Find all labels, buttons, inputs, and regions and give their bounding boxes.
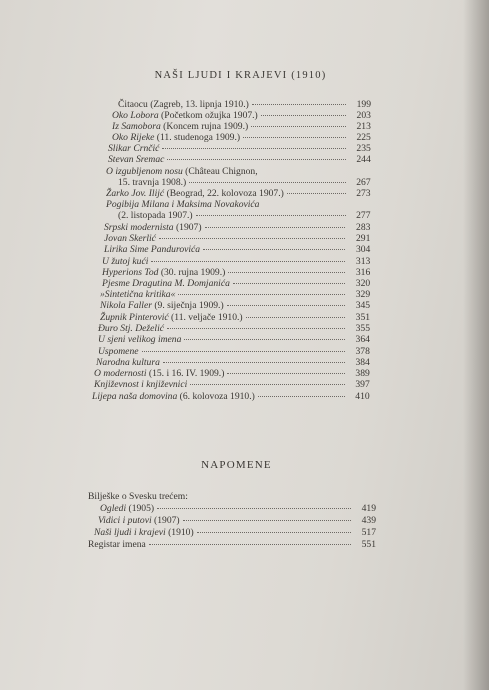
toc-entry-page: 225 [356,132,371,143]
dot-leader [167,159,345,160]
toc-entry [98,334,370,345]
notes-entry [98,515,376,526]
toc-entry-title: U žutoj kući [102,256,149,267]
toc-entry [106,188,371,199]
toc-entry-title: Pjesme Dragutina M. Domjanića [102,278,230,289]
toc-entry-page: 389 [355,368,370,379]
toc-entry-page: 267 [356,177,371,188]
toc-entry-title: Žarko Jov. Ilijć (Beograd, 22. kolovoza 1907.) [106,188,284,199]
toc-entry-page: 320 [355,278,371,289]
toc-entry-title: Narodna kultura [96,357,160,368]
toc-entry-page: 213 [356,121,371,132]
toc-entry-title: Oko Rijeke (11. studenoga 1909.) [112,132,241,143]
toc-entry [108,154,371,165]
toc-entry-title: Lijepa naša domovina (6. kolovoza 1910.) [92,391,255,402]
toc-entry-page: 345 [355,300,371,311]
toc-entry-page: 235 [356,143,371,154]
toc-entry-title: 15. travnja 1908.) [118,177,187,188]
dot-leader [162,148,345,149]
dot-leader [227,305,345,306]
toc-entry [102,267,370,278]
dot-leader [258,396,345,397]
notes-entry-title: Naši ljudi i krajevi (1910) [94,527,194,538]
notes-entry [94,527,376,538]
toc-entry [102,278,370,289]
toc-entry [100,312,370,323]
toc-entry [100,300,370,311]
dot-leader [233,283,345,284]
toc-entry-title: Župnik Pinterović (11. veljače 1910.) [100,312,243,323]
dot-leader [252,104,346,105]
toc-entry-title: Đuro Stj. Deželić [98,323,164,334]
dot-leader [189,182,345,183]
toc-entry-page: 283 [356,222,371,233]
toc-entry-title: O modernosti (15. i 16. IV. 1909.) [94,368,225,379]
notes-entry-title: Ogledi (1905) [100,503,155,514]
notes-entry-title: Vidici i putovi (1907) [98,515,180,526]
toc-entry-page: 378 [355,346,370,357]
toc-entry-title: Oko Lobora (Početkom ožujka 1907.) [112,110,258,121]
toc-entry-title: Uspomene [98,346,139,357]
dot-leader [151,261,345,262]
dot-leader [227,373,344,374]
toc-entry-title: Stevan Sremac [108,154,165,165]
toc-entry-title: Lirika Sime Pandurovića [104,244,201,255]
dot-leader [246,317,345,318]
toc-entry [96,357,370,368]
dot-leader [203,249,345,250]
dot-leader [157,508,351,509]
section-heading-napomene: NAPOMENE [201,459,272,471]
toc-entry [118,99,371,110]
toc-entry-page: 355 [355,323,370,334]
page-shadow [463,0,489,690]
dot-leader [251,126,346,127]
toc-entry [92,391,370,402]
toc-entry-title: Pogibija Milana i Maksima Novakovića [106,199,260,210]
dot-leader [178,294,345,295]
toc-entry [94,368,370,379]
toc-entry-page: 244 [356,154,371,165]
dot-leader [228,272,345,273]
toc-entry-title: (2. listopada 1907.) [118,210,193,221]
toc-entry-page: 384 [355,357,370,368]
dot-leader [243,137,346,138]
toc-entry [104,233,370,244]
dot-leader [183,520,351,521]
toc-entry-title: U sjeni velikog imena [98,334,182,345]
notes-entry-page: 419 [361,503,376,514]
toc-entry-title: O izgubljenom nosu (Château Chignon, [106,166,258,177]
toc-entry [98,323,370,334]
dot-leader [261,115,346,116]
toc-entry-title: »Sintetična kritika« [100,289,176,300]
toc-entry-page: 277 [356,210,371,221]
dot-leader [142,351,345,352]
toc-entry [98,346,370,357]
toc-entry-page: 291 [356,233,371,244]
toc-entry [118,177,371,188]
dot-leader [149,544,351,545]
dot-leader [159,238,345,239]
section-heading-nasi-ljudi: NAŠI LJUDI I KRAJEVI (1910) [154,70,327,81]
notes-intro: Bilješke o Svesku trećem: [88,491,188,502]
dot-leader [205,227,346,228]
toc-entry-page: 397 [355,379,370,390]
dot-leader [184,339,345,340]
toc-entry [108,143,371,154]
toc-entry-page: 273 [356,188,371,199]
dot-leader [287,193,346,194]
toc-entry-title: Slikar Crnčić [108,143,160,154]
toc-entry [112,132,371,143]
toc-entry-title: Čitaocu (Zagreb, 13. lipnja 1910.) [118,99,249,110]
dot-leader [197,532,351,533]
toc-entry-title: Hyperions Tod (30. rujna 1909.) [102,267,226,278]
toc-entry-title: Jovan Skerlić [104,233,156,244]
toc-entry-title: Srpski modernista (1907) [104,222,202,233]
notes-entry-page: 517 [361,527,376,538]
notes-entry [88,539,376,550]
toc-entry-page: 203 [356,110,371,121]
toc-entry [104,222,370,233]
toc-entry [104,244,370,255]
toc-entry [102,256,370,267]
toc-entry-page: 364 [355,334,370,345]
notes-entry-page: 439 [361,515,376,526]
toc-entry-title: Iz Samobora (Koncem rujna 1909.) [112,121,249,132]
toc-entry [112,121,371,132]
toc-entry-title: Književnost i književnici [94,379,188,390]
toc-entry-title: Nikola Faller (9. siječnja 1909.) [100,300,224,311]
toc-entry [112,110,371,121]
dot-leader [190,384,344,385]
toc-entry [118,210,371,221]
toc-entry-page: 199 [356,99,371,110]
dot-leader [196,215,346,216]
dot-leader [163,362,345,363]
toc-entry [100,289,370,300]
toc-entry-page: 351 [355,312,371,323]
toc-entry [94,379,370,390]
dot-leader [167,328,345,329]
toc-entry [106,199,371,210]
toc-entry-page: 304 [355,244,371,255]
notes-entry-page: 551 [361,539,376,550]
toc-entry-page: 313 [355,256,371,267]
toc-entry [106,166,371,177]
toc-entry-page: 410 [355,391,370,402]
toc-entry-page: 329 [355,289,371,300]
notes-entry-title: Registar imena [88,539,146,550]
notes-entry [100,503,376,514]
toc-entry-page: 316 [355,267,371,278]
